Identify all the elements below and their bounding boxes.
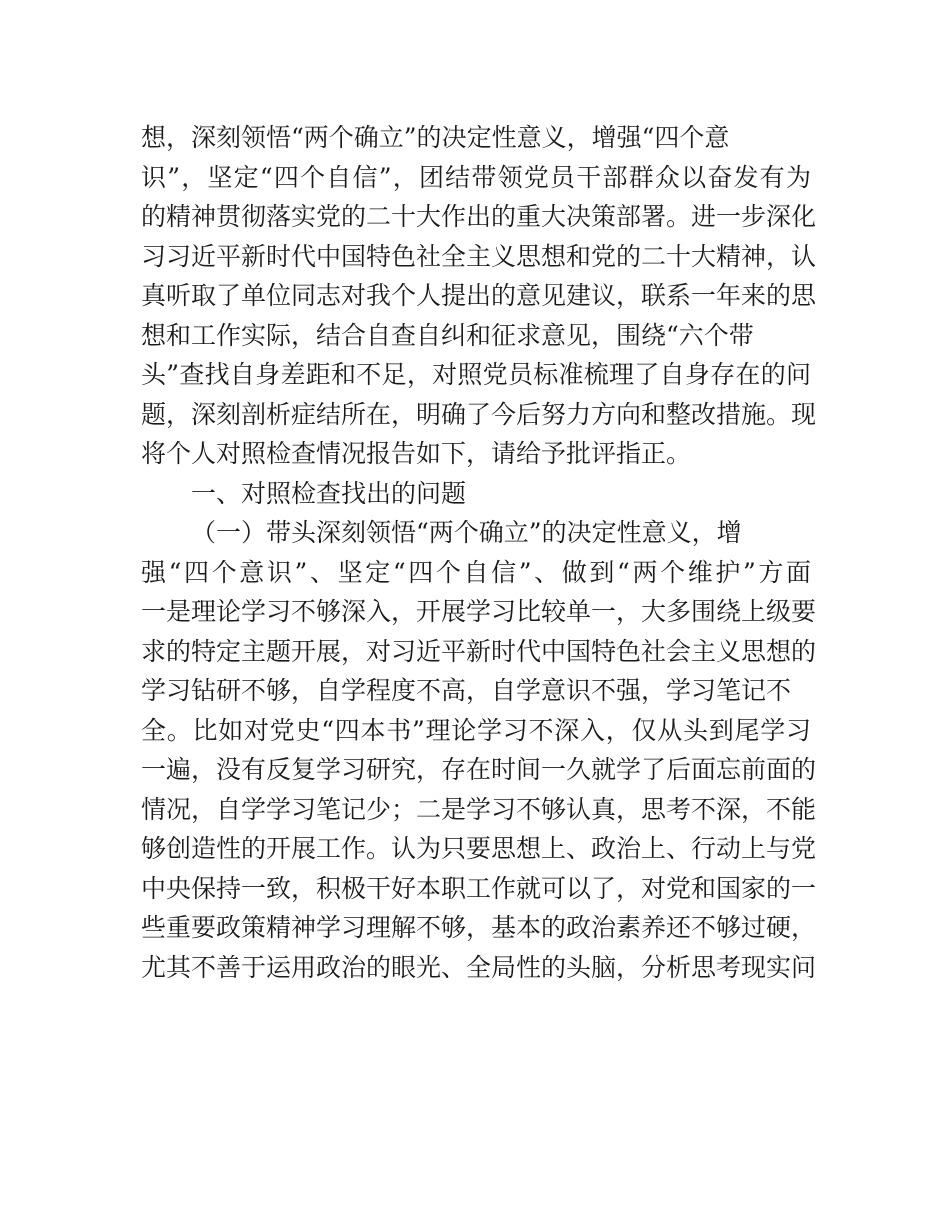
text-line: 学习钻研不够，自学程度不高，自学意识不强，学习笔记不 (141, 676, 792, 705)
text-line: 头”查找自身差距和不足，对照党员标准梳理了自身存在的问 (141, 360, 811, 389)
text-line: 将个人对照检查情况报告如下，请给予批评指正。 (141, 439, 692, 468)
text-line: 求的特定主题开展，对习近平新时代中国特色社会主义思想的 (141, 636, 817, 666)
text-line: 中央保持一致，积极干好本职工作就可以了，对党和国家的一 (141, 873, 817, 903)
text-line: 想，深刻领悟“两个确立”的决定性意义，增强“四个意 (141, 123, 730, 152)
text-line: 想和工作实际，结合自查自纠和征求意见，围绕“六个带 (141, 320, 754, 350)
text-line: 强“四个意识”、坚定“四个自信”、做到“两个维护”方面 (141, 557, 811, 587)
text-line: 些重要政策精神学习理解不够，基本的政治素养还不够过硬， (141, 913, 817, 942)
text-line: 习习近平新时代中国特色社全主义思想和党的二十大精神，认 (141, 241, 817, 271)
text-line: 一是理论学习不够深入，开展学习比较单一，大多围绕上级要 (141, 597, 817, 626)
text-line: 的精神贯彻落实党的二十大作出的重大决策部署。进一步深化 (141, 202, 817, 231)
body-text (141, 118, 817, 987)
text-line: 尤其不善于运用政治的眼光、全局性的头脑，分析思考现实问 (141, 952, 817, 982)
text-line: 题，深刻剖析症结所在，明确了今后努力方向和整改措施。现 (141, 399, 817, 429)
subsection-heading: （一）带头深刻领悟“两个确立”的决定性意义，增 (191, 518, 742, 547)
text-line: 全。比如对党史“四本书”理论学习不深入，仅从头到尾学习 (141, 715, 811, 745)
text-line: 够创造性的开展工作。认为只要思想上、政治上、行动上与党 (141, 834, 817, 863)
section-heading: 一、对照检查找出的问题 (191, 478, 467, 508)
text-line: 一遍，没有反复学习研究，存在时间一久就学了后面忘前面的 (141, 755, 817, 784)
text-line: 真听取了单位同志对我个人提出的意见建议，联系一年来的思 (141, 281, 817, 310)
text-line: 情况，自学学习笔记少；二是学习不够认真，思考不深，不能 (141, 794, 817, 824)
text-line: 识”，坚定“四个自信”，团结带领党员干部群众以奋发有为 (141, 162, 811, 192)
